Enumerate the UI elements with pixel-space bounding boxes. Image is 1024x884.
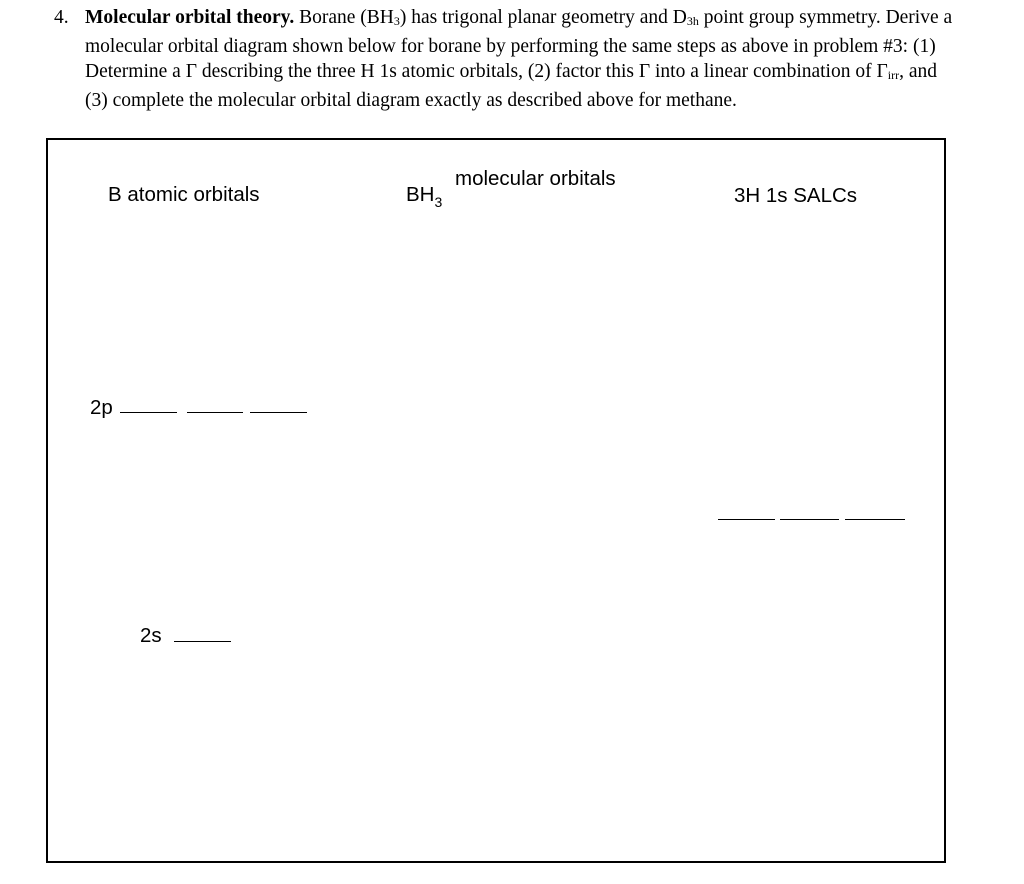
- question-number: 4.: [54, 7, 69, 28]
- question-body: [85, 5, 954, 113]
- question-text: [54, 5, 954, 113]
- b-2p-level: [120, 412, 177, 413]
- h-salc-level: [780, 519, 839, 520]
- h-salc-level: [718, 519, 775, 520]
- h-salc-level: [845, 519, 905, 520]
- molecular-orbitals-heading: molecular orbitals: [455, 167, 616, 190]
- b-atomic-orbitals-heading: B atomic orbitals: [108, 183, 260, 206]
- b-2s-level: [174, 641, 231, 642]
- label-2s: 2s: [140, 624, 162, 647]
- subscript: 3: [393, 14, 400, 28]
- question-text-part: , and (3) complete the molecular orbital diagram exactly as described above for methane.: [85, 61, 937, 111]
- b-2p-level: [187, 412, 243, 413]
- question-title: Molecular orbital theory.: [85, 7, 295, 28]
- question-text-part: Borane (BH: [294, 7, 394, 28]
- bh3-label: [406, 183, 443, 210]
- bh3-subscript: 3: [434, 194, 443, 210]
- mo-diagram-box: [46, 138, 946, 863]
- subscript: 3h: [686, 14, 699, 28]
- question-text-part: ) has trigonal planar geometry and D: [399, 7, 687, 28]
- label-2p: 2p: [90, 396, 113, 419]
- b-2p-level: [250, 412, 307, 413]
- subscript: irr: [887, 68, 900, 82]
- question-text-part: point group symmetry. Derive a molecular orbital diagram shown below for borane by performing the same steps as above in problem #3: (1) Determine a Γ describing the three H 1s atomic orbitals, (2) factor this Γ into a linear combination of Γ: [85, 7, 953, 82]
- h-salcs-heading: 3H 1s SALCs: [734, 184, 858, 207]
- bh3-text: BH: [406, 183, 435, 206]
